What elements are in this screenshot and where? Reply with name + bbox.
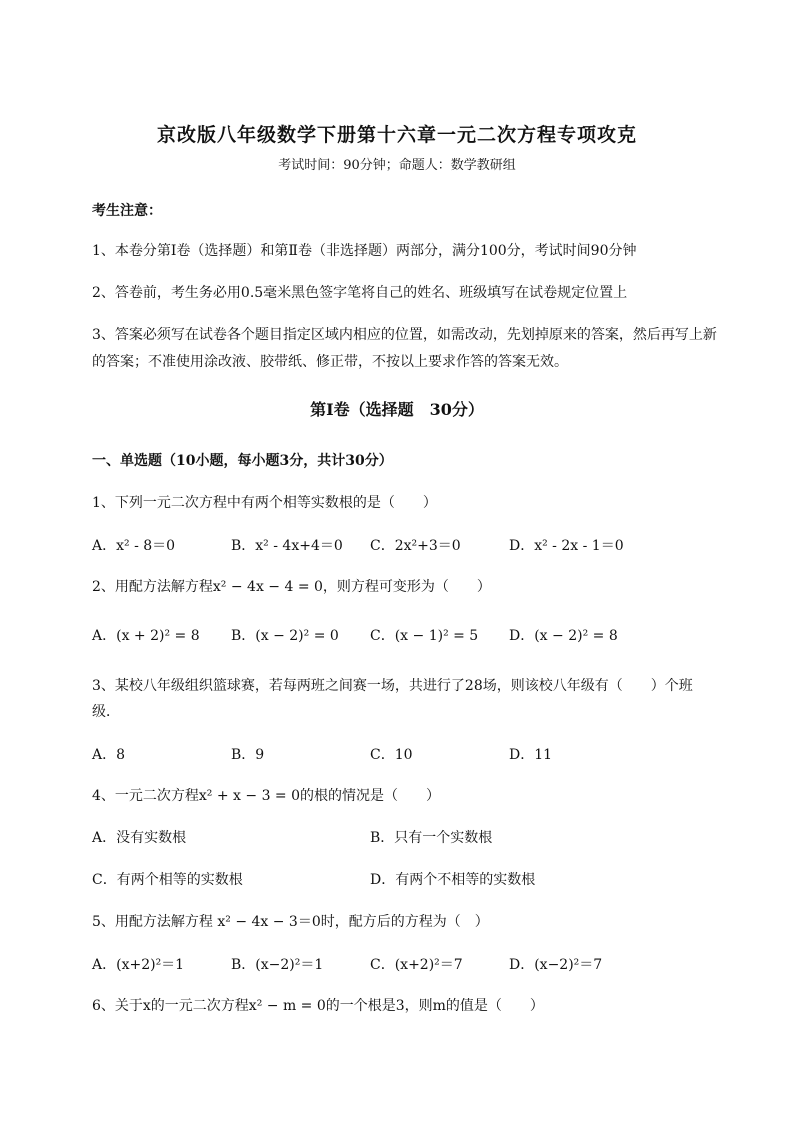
option-b: B．只有一个实数根 [370, 830, 493, 846]
question-stem: 6、关于x的一元二次方程x² − m = 0的一个根是3，则m的值是（ ） [92, 998, 544, 1014]
question-stem: 3、某校八年级组织篮球赛，若每两班之间赛一场，共进行了28场，则该校八年级有（ ）个班 [92, 678, 693, 694]
option-c: C．10 [370, 747, 413, 763]
question-stem-continued: 级． [92, 704, 120, 720]
option-c: C．有两个相等的实数根 [92, 872, 243, 888]
option-d: D．(x − 2)² = 8 [509, 628, 618, 644]
option-c: C．2x²+3＝0 [370, 538, 461, 554]
notice-item: 3、答案必须写在试卷各个题目指定区域内相应的位置，如需改动，先划掉原来的答案，然后再写上新 [92, 327, 717, 343]
notice-item: 的答案；不准使用涂改液、胶带纸、修正带，不按以上要求作答的答案无效。 [92, 354, 568, 370]
option-c: C．(x+2)²＝7 [370, 957, 463, 973]
option-c: C．(x − 1)² = 5 [370, 628, 479, 644]
notice-heading: 考生注意： [92, 203, 162, 219]
option-d: D．有两个不相等的实数根 [370, 872, 536, 888]
option-a: A．没有实数根 [92, 830, 187, 846]
option-a: A．(x + 2)² = 8 [92, 628, 200, 644]
option-d: D．x² - 2x - 1＝0 [509, 538, 624, 554]
option-d: D．(x−2)²＝7 [509, 957, 603, 973]
question-stem: 4、一元二次方程x² + x − 3 = 0的根的情况是（ ） [92, 788, 441, 804]
option-b: B．9 [231, 747, 265, 763]
question-stem: 1、下列一元二次方程中有两个相等实数根的是（ ） [92, 495, 437, 511]
question-stem: 5、用配方法解方程 x² − 4x − 3＝0时，配方后的方程为（ ） [92, 914, 489, 930]
option-b: B．x² - 4x+4＝0 [231, 538, 343, 554]
notice-item: 2、答卷前，考生务必用0.5毫米黑色签字笔将自己的姓名、班级填写在试卷规定位置上 [92, 285, 628, 301]
option-a: A．8 [92, 747, 126, 763]
question-stem: 2、用配方法解方程x² − 4x − 4 = 0，则方程可变形为（ ） [92, 579, 491, 595]
option-a: A．x² - 8＝0 [92, 538, 176, 554]
section-title: 第I卷（选择题 30分） [310, 400, 484, 419]
exam-subtitle: 考试时间：90分钟；命题人：数学教研组 [278, 158, 516, 173]
option-d: D．11 [509, 747, 553, 763]
notice-item: 1、本卷分第I卷（选择题）和第Ⅱ卷（非选择题）两部分，满分100分，考试时间90分钟 [92, 243, 637, 259]
option-b: B．(x−2)²＝1 [231, 957, 324, 973]
option-a: A．(x+2)²＝1 [92, 957, 185, 973]
part-heading: 一、单选题（10小题，每小题3分，共计30分） [92, 453, 393, 469]
page-title: 京改版八年级数学下册第十六章一元二次方程专项攻克 [156, 124, 637, 146]
option-b: B．(x − 2)² = 0 [231, 628, 339, 644]
